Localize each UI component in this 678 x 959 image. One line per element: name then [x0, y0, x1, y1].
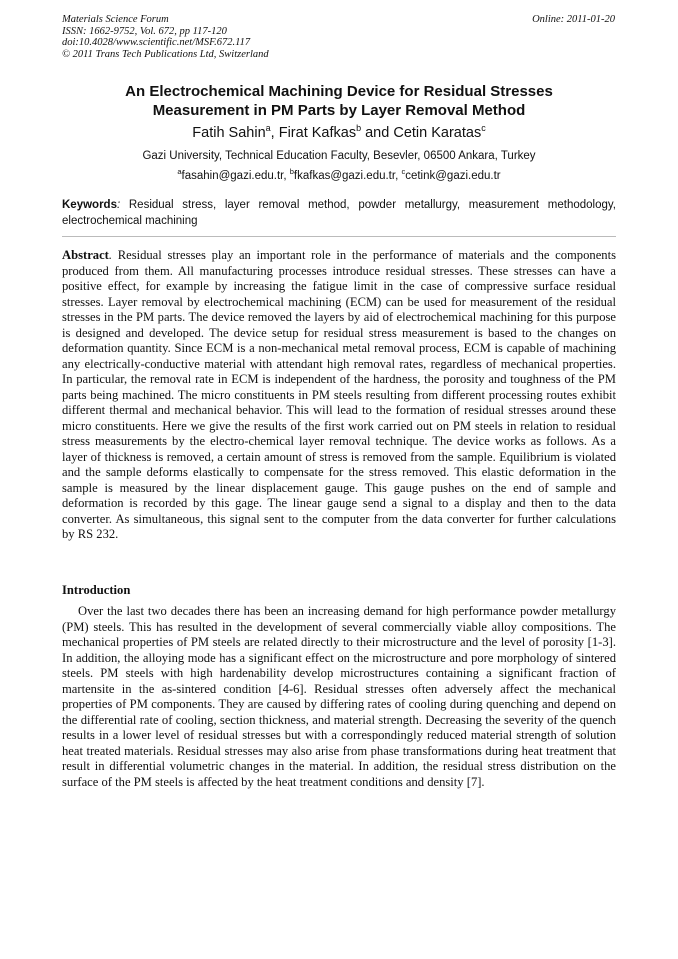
- author-separator: ,: [270, 124, 279, 141]
- keywords-text: Residual stress, layer removal method, powder metallurgy, measurement methodology, electrochemical machining: [62, 199, 616, 227]
- author-list: [62, 123, 616, 141]
- introduction-heading: Introduction: [62, 583, 131, 597]
- copyright-line: © 2011 Trans Tech Publications Ltd, Switzerland: [62, 48, 269, 60]
- abstract-section: [62, 248, 616, 543]
- title-line-2: Measurement in PM Parts by Layer Removal Method: [152, 102, 526, 119]
- paper-title: [62, 82, 616, 120]
- author-2-affil: b: [356, 123, 362, 133]
- title-line-1: An Electrochemical Machining Device for Residual Stresses: [125, 83, 553, 100]
- keywords-label: Keywords: [62, 199, 117, 211]
- section-divider: [62, 236, 616, 237]
- abstract-dot: .: [108, 248, 113, 262]
- author-separator: and: [361, 124, 394, 141]
- doi-line: doi:10.4028/www.scientific.net/MSF.672.117: [62, 37, 251, 48]
- affiliation-address: Gazi University, Technical Education Faculty, Besevler, 06500 Ankara, Turkey: [142, 150, 536, 162]
- email-2[interactable]: fkafkas@gazi.edu.tr,: [293, 169, 402, 182]
- email-list: [62, 164, 616, 184]
- email-2-marker: b: [289, 167, 294, 176]
- email-3[interactable]: cetink@gazi.edu.tr: [405, 169, 501, 182]
- author-2: Firat Kafkas: [278, 124, 357, 141]
- online-date: Online: 2011-01-20: [532, 14, 615, 25]
- email-1[interactable]: fasahin@gazi.edu.tr,: [181, 169, 290, 182]
- abstract-text: Residual stresses play an important role in the performance of materials and the components produced from them. All manufacturing processes introduce residual stresses. These stresses can have a positive effect, for example by increasing the fatigue limit in the case of compressive surface residual stresses. Layer removal by electrochemical machining (ECM) can be used for measurement of the residual stresses in the PM parts. The device removed the layers by aid of electrochemical machining for this purpose is designed and developed. The device setup for residual stress measurement is based to the changes on deformation quantity. Since ECM is a non-mechanical metal removal process, ECM is capable of machining any electrically-conductive material with attendant high removal rates, regardless of mechanical properties. In particular, the removal rate in ECM is independent of the hardness, the porosity and toughness of the PM parts being machined. The micro constituents in PM steels resulting from different processing routes exhibit different thermal and mechanical behavior. This will lead to the formation of residual stresses around these micro constituents. Here we give the results of the first work carried out on PM steels in relation to residual stress measurements by the electro-chemical layer removal technique. The device works as follows. As a layer of thickness is removed, a certain amount of stress is removed from the sample. Equilibrium is violated and the sample deforms elastically to compensate for the stress removed. This elastic deformation in the sample is measured by the linear displacement gauge. This gauge pushes on the end of sample and deformation is recorded by this gage. The linear gauge send a signal to a display and then to the data converter. As simultaneous, this signal sent to the computer from the data converter for further calculations by RS 232.: [62, 248, 616, 541]
- keywords-colon: :: [116, 199, 121, 211]
- affiliation: [62, 149, 616, 184]
- author-3: Cetin Karatas: [393, 124, 482, 141]
- author-1: Fatih Sahin: [192, 124, 266, 141]
- keywords-section: [62, 197, 616, 229]
- journal-header: [62, 14, 269, 60]
- abstract-label: Abstract: [62, 248, 109, 262]
- email-1-marker: a: [177, 167, 182, 176]
- introduction-paragraph: Over the last two decades there has been an increasing demand for high performance powder metallurgy (PM) steels. This has resulted in the development of several commercially viable alloy compositions. The mechanical properties of PM steels are related directly to their microstructure and the level of porosity [1-3]. In addition, the alloying mode has a significant effect on the microstructure and pore morphology of sintered steels. PM steels with high hardenability develop microstructures containing a significant fraction of martensite in the as-sintered condition [4-6]. Residual stresses often adversely affect the mechanical properties of PM components. They are caused by differing rates of cooling during quenching and depend on the differential rate of cooling, section thickness, and material strength. Decreasing the severity of the quench results in a lower level of residual stresses but with a correspondingly reduced material strength of solution heat treated materials. Residual stresses may also arise from phase transformations during heat treatment that result in differential volumetric changes in the material. In addition, the residual stress distribution on the surface of the PM steels is affected by the heat treatment conditions and density [7].: [62, 604, 616, 789]
- issn-line: ISSN: 1662-9752, Vol. 672, pp 117-120: [62, 25, 227, 37]
- email-3-marker: c: [401, 167, 406, 176]
- journal-name: Materials Science Forum: [62, 14, 169, 25]
- author-3-affil: c: [481, 123, 486, 133]
- author-1-affil: a: [265, 123, 271, 133]
